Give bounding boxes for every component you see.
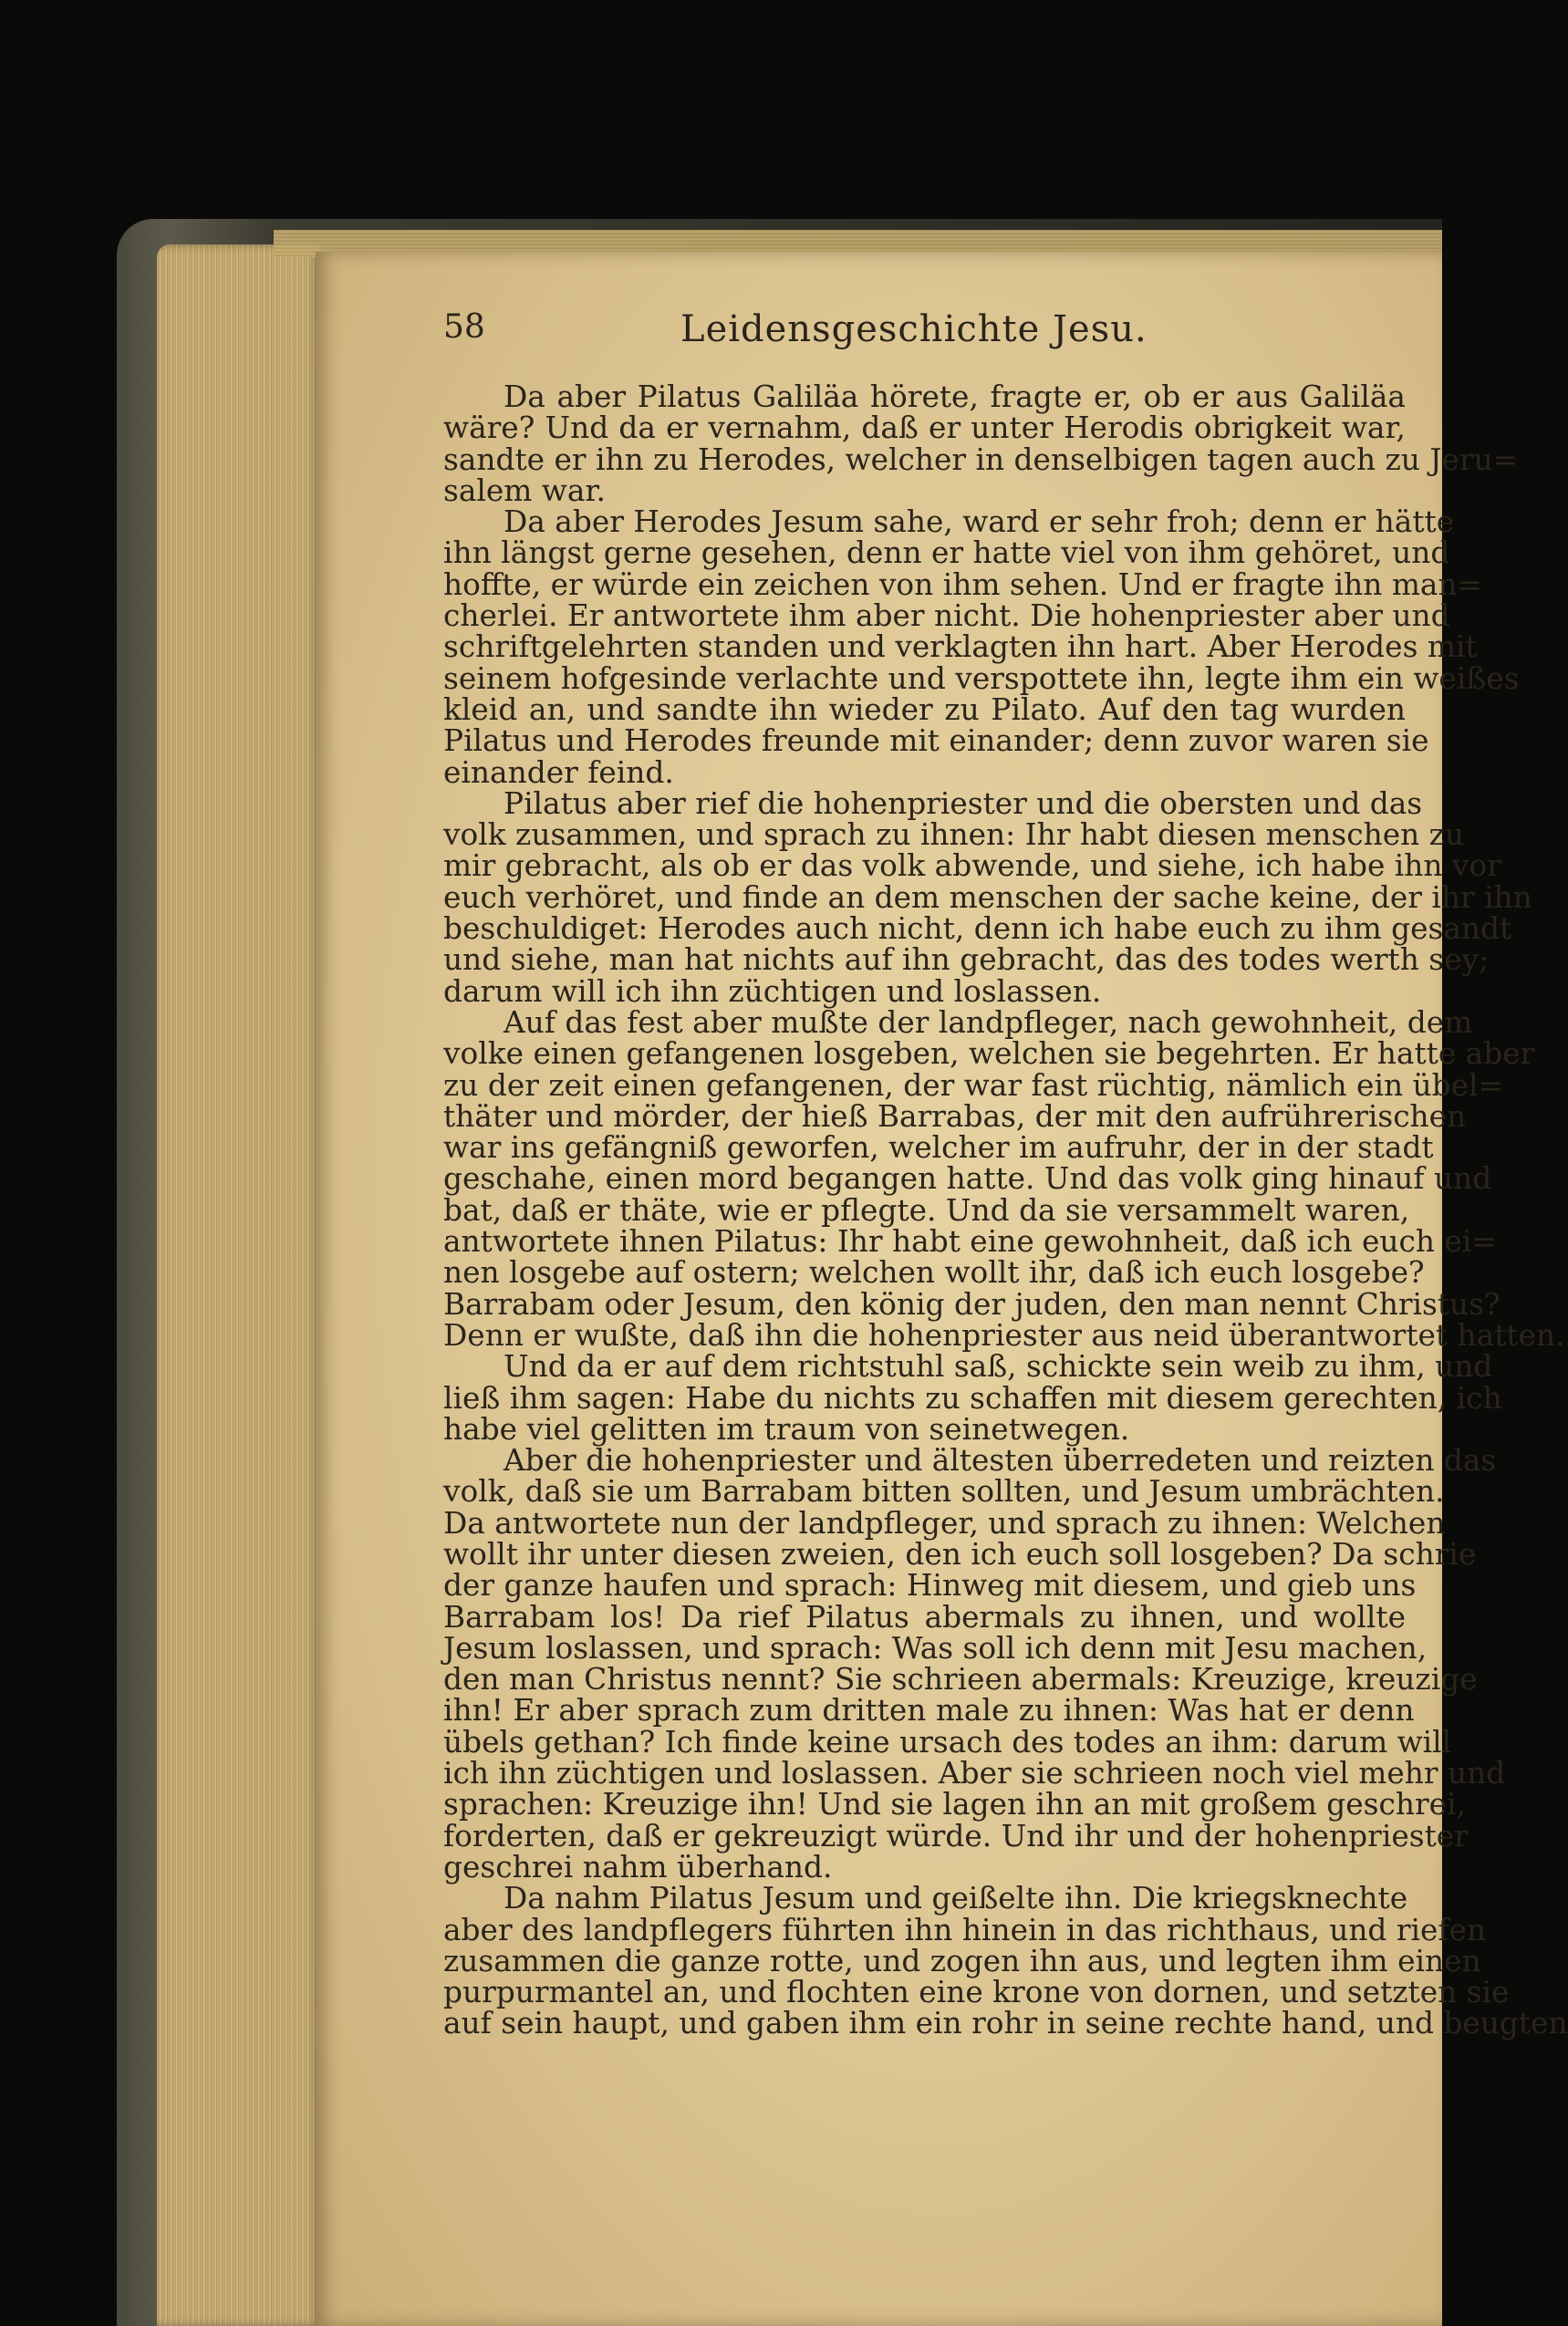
text-line: ich ihn züchtigen und loslassen. Aber sie schrieen noch viel mehr und — [443, 1756, 1506, 1791]
text-line: mir gebracht, als ob er das volk abwende, und siehe, ich habe ihn vor — [443, 848, 1501, 884]
text-line: Pilatus und Herodes freunde mit einander; denn zuvor waren sie — [443, 723, 1429, 759]
text-line: den man Christus nennt? Sie schrieen abermals: Kreuzige, kreuzige — [443, 1662, 1478, 1698]
text-line: geschrei nahm überhand. — [443, 1849, 833, 1885]
text-line: Da aber Herodes Jesum sahe, ward er sehr froh; denn er hätte — [504, 504, 1455, 540]
text-line: antwortete ihnen Pilatus: Ihr habt eine gewohnheit, daß ich euch ei= — [443, 1224, 1497, 1260]
text-line: habe viel gelitten im traum von seinetwegen. — [443, 1411, 1130, 1447]
page-header — [443, 308, 1406, 363]
running-title: Leidensgeschichte Jesu. — [680, 308, 1147, 350]
page-edges — [157, 244, 321, 2326]
text-line: thäter und mörder, der hieß Barrabas, der mit den aufrührerischen — [443, 1098, 1467, 1134]
text-line: übels gethan? Ich finde keine ursach des todes an ihm: darum will — [443, 1724, 1452, 1760]
text-line: wollt ihr unter diesen zweien, den ich euch soll losgeben? Da schrie — [443, 1536, 1477, 1572]
text-line: und siehe, man hat nichts auf ihn gebracht, das des todes werth sey; — [443, 942, 1490, 978]
text-line: Da nahm Pilatus Jesum und geißelte ihn. Die kriegsknechte — [504, 1881, 1408, 1916]
text-line: schriftgelehrten standen und verklagten ihn hart. Aber Herodes mit — [443, 629, 1478, 665]
paragraph — [443, 379, 1519, 508]
text-line: einander feind. — [443, 754, 674, 790]
text-line: aber des landpflegers führten ihn hinein in das richthaus, und riefen — [443, 1912, 1487, 1947]
text-line: Da aber Pilatus Galiläa hörete, fragte er, ob er aus Galiläa — [504, 379, 1406, 414]
text-line: ihn! Er aber sprach zum dritten male zu ihnen: Was hat er denn — [443, 1693, 1415, 1729]
text-line: volk zusammen, und sprach zu ihnen: Ihr habt diesen menschen zu — [443, 817, 1465, 853]
text-line: nen losgebe auf ostern; welchen wollt ihr, daß ich euch losgebe? — [443, 1255, 1425, 1291]
text-line: zusammen die ganze rotte, und zogen ihn aus, und legten ihm einen — [443, 1943, 1481, 1978]
text-line: Barrabam los! Da rief Pilatus abermals zu ihnen, und wollte — [443, 1599, 1406, 1635]
text-line: der ganze haufen und sprach: Hinweg mit diesem, und gieb uns — [443, 1568, 1417, 1604]
text-line: darum will ich ihn züchtigen und loslassen. — [443, 973, 1102, 1009]
text-line: Auf das fest aber mußte der landpfleger, nach gewohnheit, dem — [504, 1004, 1473, 1040]
text-line: bat, daß er thäte, wie er pflegte. Und da sie versammelt waren, — [443, 1192, 1410, 1228]
text-line: auf sein haupt, und gaben ihm ein rohr in seine rechte hand, und beugten — [443, 2006, 1568, 2041]
text-line: ließ ihm sagen: Habe du nichts zu schaffen mit diesem gerechten, ich — [443, 1380, 1502, 1416]
text-line: salem war. — [443, 472, 606, 508]
paragraph — [443, 1004, 1565, 1353]
text-line: wäre? Und da er vernahm, daß er unter Herodis obrigkeit war, — [443, 410, 1406, 446]
text-line: sprachen: Kreuzige ihn! Und sie lagen ihn an mit großem geschrei, — [443, 1787, 1466, 1822]
text-line: purpurmantel an, und flochten eine krone von dornen, und setzten sie — [443, 1975, 1510, 2010]
text-line: seinem hofgesinde verlachte und verspottete ihn, legte ihm ein weißes — [443, 660, 1520, 696]
text-line: cherlei. Er antwortete ihm aber nicht. Die hohenpriester aber und — [443, 598, 1450, 634]
paragraph — [443, 1881, 1568, 2041]
paragraph — [443, 1443, 1506, 1885]
text-line: zu der zeit einen gefangenen, der war fast rüchtig, nämlich ein übel= — [443, 1067, 1503, 1103]
text-line: Da antwortete nun der landpfleger, und sprach zu ihnen: Welchen — [443, 1505, 1446, 1541]
text-line: geschahe, einen mord begangen hatte. Und das volk ging hinauf und — [443, 1161, 1492, 1197]
text-line: hoffte, er würde ein zeichen von ihm sehen. Und er fragte ihn man= — [443, 566, 1483, 602]
page-number: 58 — [443, 308, 485, 346]
text-line: Und da er auf dem richtstuhl saß, schickte sein weib zu ihm, und — [504, 1349, 1493, 1385]
body-text — [443, 379, 1568, 2041]
text-line: Aber die hohenpriester und ältesten überredeten und reizten das — [504, 1443, 1497, 1479]
text-line: kleid an, und sandte ihn wieder zu Pilato. Auf den tag wurden — [443, 691, 1406, 727]
text-line: volke einen gefangenen losgeben, welchen sie begehrten. Er hatte aber — [443, 1036, 1535, 1072]
text-line: sandte er ihn zu Herodes, welcher in denselbigen tagen auch zu Jeru= — [443, 441, 1519, 477]
text-line: Pilatus aber rief die hohenpriester und die obersten und das — [504, 785, 1423, 821]
text-line: Jesum loslassen, und sprach: Was soll ich denn mit Jesu machen, — [443, 1630, 1428, 1666]
paragraph — [443, 504, 1520, 790]
text-line: beschuldiget: Herodes auch nicht, denn ich habe euch zu ihm gesandt — [443, 911, 1512, 947]
text-line: forderten, daß er gekreuzigt würde. Und ihr und der hohenpriester — [443, 1818, 1469, 1854]
text-line: ihn längst gerne gesehen, denn er hatte viel von ihm gehöret, und — [443, 535, 1450, 571]
text-line: war ins gefängniß geworfen, welcher im aufruhr, der in der stadt — [443, 1130, 1434, 1166]
text-line: Denn er wußte, daß ihn die hohenpriester aus neid überantwortet hatten. — [443, 1317, 1565, 1353]
text-line: Barrabam oder Jesum, den könig der juden, den man nennt Christus? — [443, 1286, 1501, 1322]
text-line: volk, daß sie um Barrabam bitten sollten, und Jesum umbrächten. — [443, 1474, 1445, 1510]
paragraph — [443, 1349, 1502, 1447]
paragraph — [443, 785, 1532, 1009]
text-line: euch verhöret, und finde an dem menschen der sache keine, der ihr ihn — [443, 879, 1532, 915]
